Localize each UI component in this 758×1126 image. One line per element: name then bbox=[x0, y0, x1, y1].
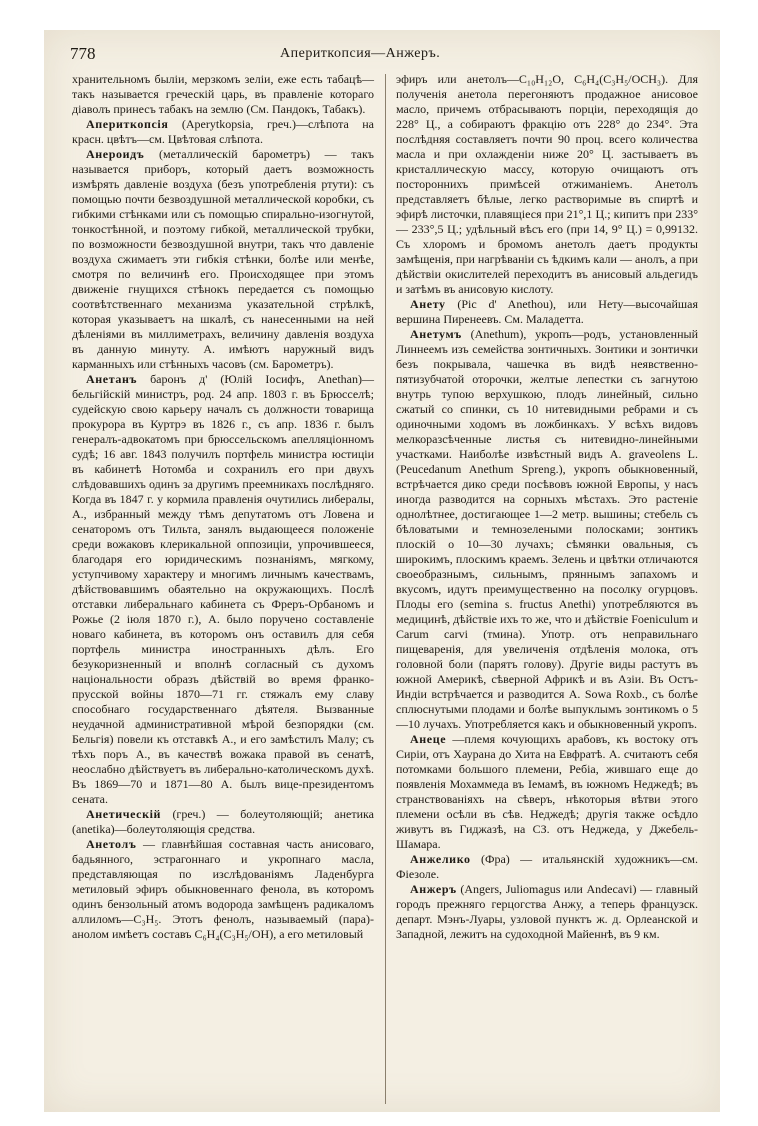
right-column bbox=[396, 72, 698, 942]
entry-text: —племя кочующихъ арабовъ, къ востоку отъ Сиріи, отъ Хаурана до Хита на Евфратѣ. А. считаютъ себя потомками большого племени, Ребіа, жившаго еще до появленія Мохаммеда въ Іемамѣ, въ южномъ Неджедѣ; въ странствованіяхъ на сѣверъ, нѣкоторыя вѣтви этого племени осѣли въ сѣв. Неджедѣ; другія также осѣдло живутъ въ Гиджазѣ, на СЗ. отъ Неджеда, у Джебель-Шамара. bbox=[396, 732, 699, 851]
entry bbox=[72, 837, 374, 942]
entry bbox=[396, 852, 698, 882]
entry bbox=[72, 147, 374, 372]
book-page bbox=[44, 30, 720, 1112]
entry-text: — главнѣйшая составная часть анисоваго, бадьянного, эстрагоннаго и укропнаго масла, представляющая по изслѣдованіямъ Ладенбурга метиловый эфиръ обыкновеннаго фенола, въ которомъ одинъ бензольный атомъ водорода замѣщенъ радикаломъ аллиломъ—C₃H₅. Этотъ фенолъ, называемый (пара)-анолом имѣетъ составъ C₆H₄(C₃H₅/OH), а его метиловый bbox=[72, 837, 374, 941]
entry bbox=[72, 807, 374, 837]
entry-headword: Анетолъ bbox=[86, 837, 137, 851]
left-column bbox=[72, 72, 374, 942]
entry-text: (Pic d' Anethou), или Нету—высочайшая вершина Пиренеевъ. См. Маладетта. bbox=[396, 297, 698, 326]
page-number: 778 bbox=[70, 44, 96, 63]
entry-text: эфиръ или анетолъ—C₁₀H₁₂O, C₆H₄(C₃H₅/OCH₃). Для полученія анетола перегоняютъ продажное анисовое масло, причемъ отбрасываютъ порціи, переходящія до 228° Ц., а собираютъ фракцію отъ 228° до 234°. Эта послѣдняя составляетъ почти 90 проц. всего количества масла и при охлажденіи ниже 20° Ц. застываетъ въ кристаллическую массу, которую очищаютъ отъ постороннихъ примѣсей отжиманіемъ. Анетолъ представляетъ бѣлые, легко растворимые въ спиртѣ и эфирѣ листочки, плавящіеся при 21°,1 Ц.; кипитъ при 233° — 233°,5 Ц.; удѣльный вѣсъ его (при 14, 9° Ц.) = 0,99132. Съ хлоромъ и бромомъ анетолъ даетъ продукты замѣщенія, при нагрѣваніи съ ѣдкимъ кали — анолъ, а при дѣйствіи окислителей переходитъ въ анисовый альдегидъ и затѣмъ въ анисовую кислоту. bbox=[396, 72, 698, 296]
entry bbox=[396, 72, 698, 297]
entry-headword: Анетумъ bbox=[410, 327, 462, 341]
entry-text: (Anethum), укропъ—родъ, установленный Линнеемъ изъ семейства зонтичныхъ. Зонтики и зонтички безъ покрывала, чашечка въ видѣ неявственно-пятизубчатой оторочки, желтые лепестки съ загнутою внутрь тупою верхушкою, плодъ линейный, сильно сжатый со спинки, съ 10 нитевидными ребрами и съ одиночными ходомъ въ ложбинкахъ. У всѣхъ видовъ мелкоразсѣченные листья съ нитевидно-линейными участками. Наиболѣе извѣстный видъ A. graveolens L. (Peucedanum Anethum Spreng.), укропъ обыкновенный, встрѣчается дико среди посѣвовъ южной Европы, у насъ иногда разводится на сорныхъ мѣстахъ. Это растеніе однолѣтнее, достигающее 1—2 метр. вышины; стебель съ бѣловатыми и темнозелеными полосками; зонтикъ плоскій о 10—30 лучахъ; сѣмянки овальныя, съ широкимъ, плоскимъ краемъ. Зелень и цвѣтки отличаются своеобразнымъ, сильнымъ, пряннымъ запахомъ и вкусомъ, идутъ преимущественно на посолку огурцовъ. Плоды его (semina s. fructus Anethi) употребляются въ медицинѣ, дѣйствіе ихъ то же, что и дѣйствіе Foeniculum и Carum carvi (тмина). Употр. отъ неправильнаго пищеваренія, для увеличенія отдѣленія молока, отъ головной боли (парятъ голову). Другіе виды растутъ въ южной Америкѣ, сѣверной Африкѣ и въ Азіи. Въ Остъ-Индіи встрѣчается и разводится A. Sowa Roxb., съ болѣе сплюснутыми плодами и болѣе выпуклымъ зонтикомъ о 5—10 лучахъ. Употребляется какъ и обыкновенный укропъ. bbox=[396, 327, 698, 731]
entry-headword: Анжеръ bbox=[410, 882, 457, 896]
entry bbox=[396, 882, 698, 942]
entry-text: баронъ д' (Юлій Іосифъ, Anethan)—бельгійскій министръ, род. 24 апр. 1803 г. въ Брюсселѣ; судейскую свою карьеру началъ съ должности товарища прокурора въ Куртрэ въ 1826 г., съ апр. 1836 г. былъ генералъ-адвокатомъ при брюссельскомъ апелляціонномъ судѣ; 16 авг. 1843 получилъ портфель министра юстиціи въ кабинетѣ Нотомба и сохранилъ его при двухъ слѣдовавшихъ одинъ за другимъ преемникахъ послѣдняго. Когда въ 1847 г. у кормила правленія очутились либералы, А., избранный между тѣмъ депутатомъ отъ Ловена и сенаторомъ отъ Тильта, занялъ выдающееся положеніе среди вожаковъ клерикальной оппозиціи, упрочившееся, благодаря его юридическимъ познаніямъ, мягкому, уступчивому характеру и многимъ личнымъ качествамъ, дѣйствовавшимъ обаятельно на окружающихъ. Послѣ отставки либеральнаго кабинета съ Фреръ-Орбаномъ и Рожье (2 іюля 1870 г.), А. было поручено составленіе новаго кабинета, въ которомъ онъ оставилъ для себя портфель министра иностранныхъ дѣлъ. Его безукоризненный и вполнѣ согласный съ духомъ національности образъ дѣйствій во время франко-прусской войны 1870—71 гг. стяжалъ ему славу способнаго государственнаго дѣятеля. Вызванные неудачной административной мѣрой безпорядки (см. Бельгія) повели къ отставкѣ А., и его замѣстилъ Малу; съ тѣхъ поръ А., въ качествѣ вожака правой въ сенатѣ, неослабно дѣйствуетъ въ либерально-католическомъ духѣ. Въ 1869—70 и 1871—80 А. былъ вице-президентомъ сената. bbox=[72, 372, 375, 806]
entry bbox=[396, 327, 698, 732]
entry-headword: Анжелико bbox=[410, 852, 471, 866]
column-divider bbox=[385, 74, 386, 1104]
entry-text: (Фра) — итальянскій художникъ—см. Фіезоле. bbox=[396, 852, 698, 881]
entry-text: (греч.) — болеутоляющій; анетика (anetika)—болеутоляющія средства. bbox=[72, 807, 374, 836]
entry-headword: Анероидъ bbox=[86, 147, 145, 161]
running-head: Апериткопсия—Анжеръ. bbox=[280, 46, 441, 61]
page-header bbox=[70, 44, 710, 66]
entry-headword: Анеце bbox=[410, 732, 447, 746]
entry-text: (металлическій барометръ) — такъ называется приборъ, который даетъ возможность измѣрять давленіе воздуха (безъ употребленія ртути): съ помощью почти безвоздушной металлической коробки, съ гибкими стѣнками или съ помощью спирально-изогнутой, тонкостѣнной, и поэтому гибкой, металлической трубки, по возможности безвоздушной внутри, такъ что давленіе воздуха сжимаетъ эти гибкія стѣнки, болѣе или менѣе, смотря по величинѣ его. Происходящее при этомъ движеніе гнущихся стѣнокъ передается съ помощью соотвѣтственнаго механизма указательной стрѣлкѣ, которая указываетъ на шкалѣ, съ нанесенными на ней дѣленіями въ миллиметрахъ, величину давленія воздуха въ данную минуту. А. имѣютъ наружный видъ карманныхъ или стѣнныхъ часовъ (см. Барометръ). bbox=[72, 147, 374, 371]
entry-text: хранительномъ быліи, мерзкомъ зеліи, еже есть табацѣ—такъ называется греческій царь, въ правленіе котораго діаволъ принесъ табакъ на землю (См. Пандокъ, Табакъ). bbox=[72, 72, 374, 116]
entry bbox=[396, 732, 698, 852]
entry bbox=[72, 117, 374, 147]
entry-text: (Angers, Juliomagus или Andecavi) — главный городъ прежняго герцогства Анжу, а теперь французск. департ. Мэнъ-Луары, узловой пунктъ ж. д. Орлеанской и Западной, лежитъ на судоходной Майеннѣ, въ 9 км. bbox=[396, 882, 698, 941]
entry-headword: Апериткопсія bbox=[86, 117, 169, 131]
entry bbox=[72, 72, 374, 117]
entry-headword: Анетанъ bbox=[86, 372, 138, 386]
entry-headword: Анетическій bbox=[86, 807, 162, 821]
entry bbox=[72, 372, 374, 807]
entry bbox=[396, 297, 698, 327]
entry-text: (Aperytkopsia, греч.)—слѣпота на красн. цвѣтъ—см. Цвѣтовая слѣпота. bbox=[72, 117, 375, 146]
entry-headword: Анету bbox=[410, 297, 446, 311]
